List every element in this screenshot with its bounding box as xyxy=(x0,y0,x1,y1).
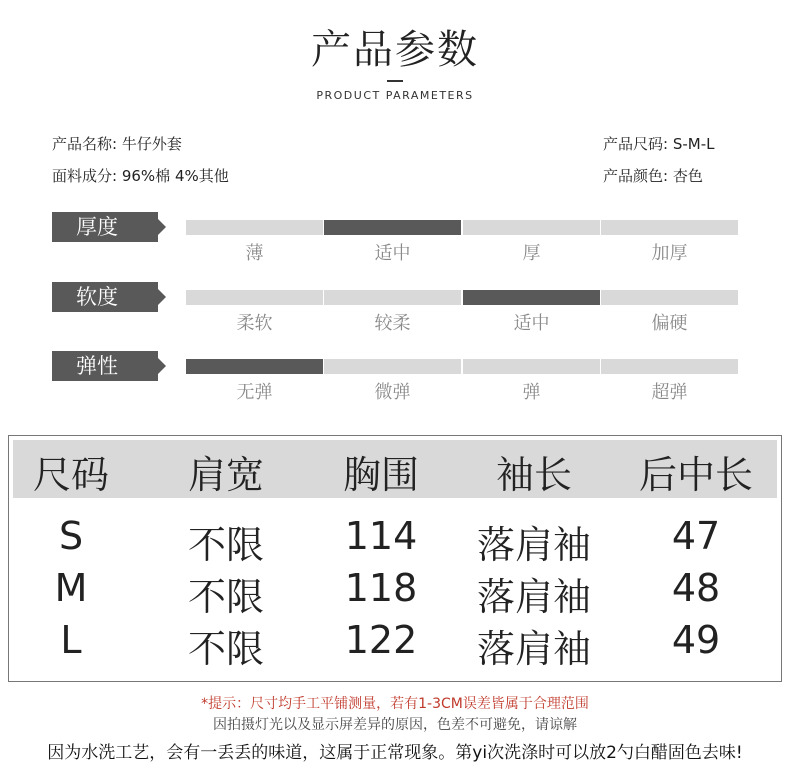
param-fabric-value: 96%棉 4%其他 xyxy=(121,167,229,185)
rating-segment xyxy=(324,359,461,374)
rating-option-label: 薄 xyxy=(245,243,264,264)
rating-label: 弹性 xyxy=(52,351,158,381)
param-name-value: 牛仔外套 xyxy=(121,135,182,153)
measure-tip: *提示：尺寸均手工平铺测量，若有1-3CM误差皆属于合理范围 xyxy=(201,696,589,712)
param-name xyxy=(52,133,182,154)
size-table xyxy=(8,435,782,682)
rating-segment-active xyxy=(186,359,323,374)
param-color-value: 杏色 xyxy=(672,167,703,185)
size-table-header-cell: 胸围 xyxy=(342,453,419,497)
rating-label: 软度 xyxy=(52,282,158,312)
param-size-label: 产品尺码: xyxy=(603,135,669,153)
param-name-label: 产品名称: xyxy=(52,135,118,153)
rating-option-label: 柔软 xyxy=(236,313,273,334)
size-table-cell: S xyxy=(58,514,84,558)
size-table-cell: 不限 xyxy=(187,627,264,671)
rating-option-label: 弹 xyxy=(522,382,541,403)
rating-segment xyxy=(601,290,738,305)
page-subtitle: PRODUCT PARAMETERS xyxy=(316,89,474,102)
size-table-cell: 114 xyxy=(344,514,418,558)
rating-segment xyxy=(463,359,600,374)
rating-segment xyxy=(601,359,738,374)
rating-segment xyxy=(463,220,600,235)
size-table-header-cell: 袖长 xyxy=(495,453,572,497)
rating-option-label: 适中 xyxy=(374,243,411,264)
size-table-cell: 118 xyxy=(344,566,418,610)
rating-segment-active xyxy=(463,290,600,305)
param-size xyxy=(603,133,715,154)
wash-note: 因为水洗工艺，会有一丢丢的味道，这属于正常现象。第yi次洗涤时可以放2勺白醋固色去味! xyxy=(47,743,743,763)
size-table-cell: 落肩袖 xyxy=(476,575,591,619)
size-table-header-cell: 肩宽 xyxy=(187,453,264,497)
size-table-cell: 47 xyxy=(671,514,721,558)
size-table-cell: 122 xyxy=(344,618,418,662)
rating-option-label: 适中 xyxy=(513,313,550,334)
size-table-cell: 落肩袖 xyxy=(476,523,591,567)
size-table-header-cell: 后中长 xyxy=(638,453,753,497)
size-table-cell: M xyxy=(54,566,88,610)
rating-segment xyxy=(186,220,323,235)
size-table-cell: 不限 xyxy=(187,575,264,619)
size-table-header-cell: 尺码 xyxy=(32,453,109,497)
rating-option-label: 偏硬 xyxy=(651,313,688,334)
rating-segment xyxy=(324,290,461,305)
param-color-label: 产品颜色: xyxy=(603,167,669,185)
size-table-cell: 不限 xyxy=(187,523,264,567)
color-note: 因拍摄灯光以及显示屏差异的原因，色差不可避免，请谅解 xyxy=(213,717,577,733)
rating-option-label: 厚 xyxy=(522,243,541,264)
rating-segment-active xyxy=(324,220,461,235)
param-color xyxy=(603,165,703,186)
rating-segment xyxy=(186,290,323,305)
rating-label: 厚度 xyxy=(52,212,158,242)
param-fabric xyxy=(52,165,229,186)
size-table-cell: 落肩袖 xyxy=(476,627,591,671)
rating-option-label: 加厚 xyxy=(651,243,688,264)
rating-segment xyxy=(601,220,738,235)
size-table-cell: 49 xyxy=(671,618,721,662)
size-table-cell: L xyxy=(60,618,82,662)
rating-option-label: 超弹 xyxy=(651,382,688,403)
rating-option-label: 无弹 xyxy=(236,382,273,403)
param-fabric-label: 面料成分: xyxy=(52,167,118,185)
title-divider xyxy=(387,80,403,82)
param-size-value: S-M-L xyxy=(672,135,715,153)
page-title: 产品参数 xyxy=(311,27,479,73)
rating-option-label: 微弹 xyxy=(374,382,411,403)
size-table-cell: 48 xyxy=(671,566,721,610)
rating-option-label: 较柔 xyxy=(374,313,411,334)
